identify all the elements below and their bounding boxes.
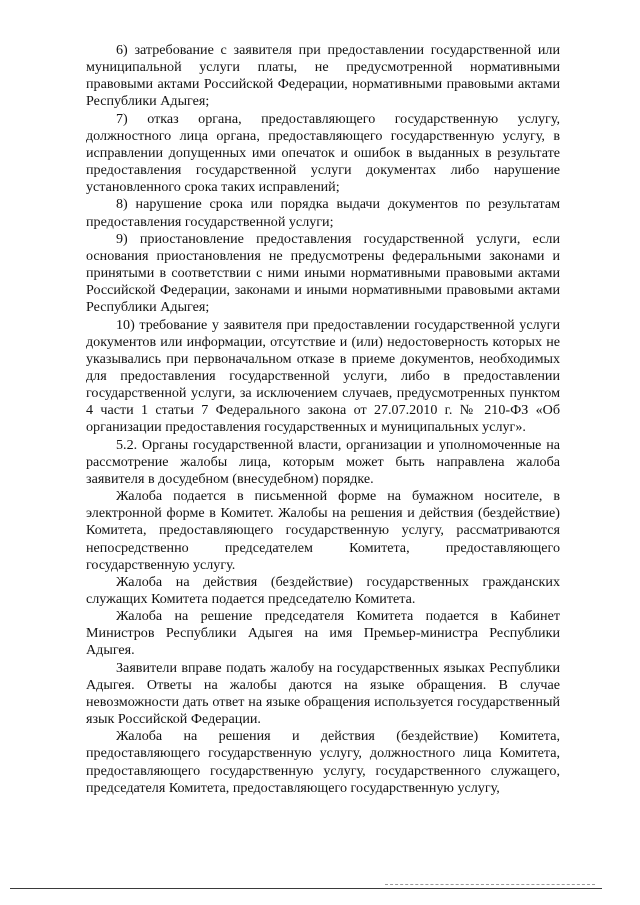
paragraph-languages: Заявители вправе подать жалобу на государственных языках Республики Адыгея. Ответы на жалобы даются на языке обращения. В случае невозможности дать ответ на языке обращения используется государственный язык Российской Федерации. xyxy=(86,659,560,728)
paragraph-item-6: 6) затребование с заявителя при предоставлении государственной или муниципальной услуги платы, не предусмотренной нормативными правовыми актами Российской Федерации, нормативными правовыми актами Республики Адыгея; xyxy=(86,42,560,110)
paragraph-item-7: 7) отказ органа, предоставляющего государственную услугу, должностного лица органа, предоставляющего государственную услугу, в исправлении допущенных ими опечаток и ошибок в выданных в результате предоставления государственной услуги документах либо нарушение установленного срока таких исправлений; xyxy=(86,110,560,196)
paragraph-item-8: 8) нарушение срока или порядка выдачи документов по результатам предоставления государственной услуги; xyxy=(86,196,560,230)
paragraph-complaint-servants: Жалоба на действия (бездействие) государственных гражданских служащих Комитета подается председателю Комитета. xyxy=(86,573,560,607)
paragraph-complaint-chairman: Жалоба на решение председателя Комитета подается в Кабинет Министров Республики Адыгея на имя Премьер-министра Республики Адыгея. xyxy=(86,608,560,659)
paragraph-complaint-actions: Жалоба на решения и действия (бездействие) Комитета, предоставляющего государственную услугу, должностного лица Комитета, предоставляющего государственную услугу, государственного служащего, председателя Комитета, предоставляющего государственную услугу, xyxy=(86,728,560,796)
paragraph-section-5-2: 5.2. Органы государственной власти, организации и уполномоченные на рассмотрение жалобы лица, которым может быть направлена жалоба заявителя в досудебном (внесудебном) порядке. xyxy=(86,436,560,487)
paragraph-item-9: 9) приостановление предоставления государственной услуги, если основания приостановления не предусмотрены федеральными законами и принятыми в соответствии с ними иными нормативными правовыми актами Российской Федерации, законами и иными нормативными правовыми актами Республики Адыгея; xyxy=(86,230,560,316)
paragraph-complaint-form: Жалоба подается в письменной форме на бумажном носителе, в электронной форме в Комитет. Жалобы на решения и действия (бездействие) Комитета, предоставляющего государственную услугу, рассматриваются непосредственно председателем Комитета, предоставляющего государственную услугу. xyxy=(86,488,560,573)
page-bottom-rule xyxy=(10,888,602,889)
scan-artifact-line xyxy=(385,884,595,885)
paragraph-item-10: 10) требование у заявителя при предоставлении государственной услуги документов или информации, отсутствие и (или) недостоверность которых не указывались при первоначальном отказе в приеме документов, необходимых для предоставления государственной услуги, либо в предоставлении государственной услуги, за исключением случаев, предусмотренных пунктом 4 части 1 статьи 7 Федерального закона от 27.07.2010 г. № 210-ФЗ «Об организации предоставления государственных и муниципальных услуг». xyxy=(86,316,560,436)
document-body xyxy=(86,42,560,797)
